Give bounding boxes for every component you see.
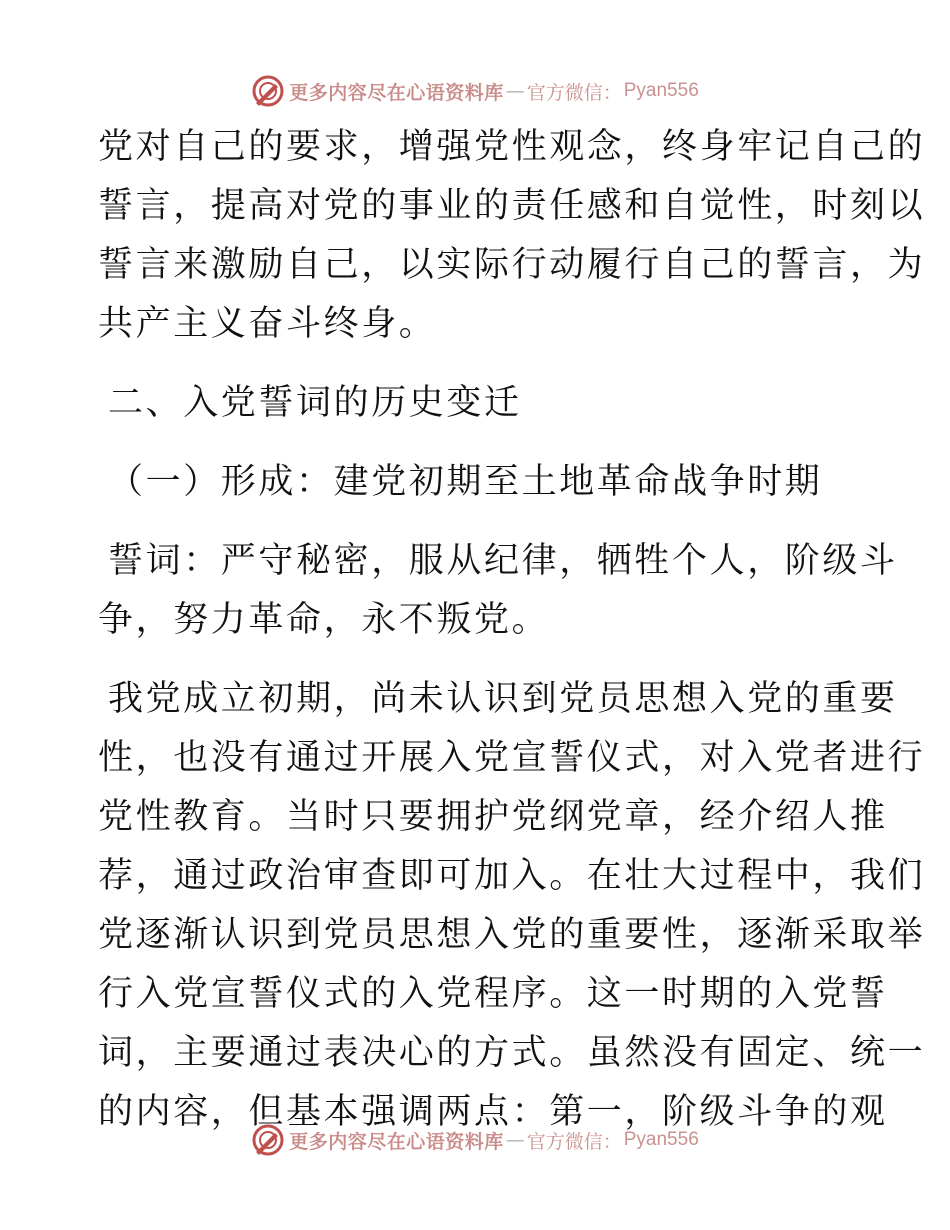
text-line: 誓言来激励自己，以实际行动履行自己的誓言，为 xyxy=(98,245,926,285)
text-line: 荐，通过政治审查即可加入。在壮大过程中，我们 xyxy=(98,856,926,896)
paragraph-2 xyxy=(98,532,898,650)
text-line: 争，努力革命，永不叛党。 xyxy=(98,600,550,640)
pen-logo-icon xyxy=(251,1123,285,1157)
text-line: 誓词：严守秘密，服从纪律，牺牲个人，阶级斗 xyxy=(108,541,898,581)
banner-dash: — xyxy=(505,80,525,102)
text-line: 性，也没有通过开展入党宣誓仪式，对入党者进行 xyxy=(98,738,926,778)
text-line: 党逐渐认识到党员思想入党的重要性，逐渐采取举 xyxy=(98,915,926,955)
section-heading: 二、入党誓词的历史变迁 xyxy=(108,383,522,423)
pen-logo-icon xyxy=(251,74,285,108)
footer-banner xyxy=(0,1120,950,1160)
header-banner xyxy=(0,71,950,111)
text-line: 党性教育。当时只要拥护党纲党章，经介绍人推 xyxy=(98,797,888,837)
banner-subtitle: 官方微信： xyxy=(526,81,622,104)
banner-title: 更多内容尽在心语资料库 xyxy=(289,1130,504,1153)
banner-wechat-id: Pyan556 xyxy=(623,80,699,101)
banner-dash: — xyxy=(505,1129,525,1151)
banner-wechat-id: Pyan556 xyxy=(623,1129,699,1150)
paragraph-3 xyxy=(98,670,926,1142)
text-line: 我党成立初期，尚未认识到党员思想入党的重要 xyxy=(108,679,898,719)
text-line: 词，主要通过表决心的方式。虽然没有固定、统一 xyxy=(98,1033,926,1073)
text-line: 誓言，提高对党的事业的责任感和自觉性，时刻以 xyxy=(98,186,926,226)
subsection-heading: （一）形成：建党初期至土地革命战争时期 xyxy=(108,462,823,502)
banner-title: 更多内容尽在心语资料库 xyxy=(289,81,504,104)
text-line: 党对自己的要求，增强党性观念，终身牢记自己的 xyxy=(98,127,926,167)
text-line: 行入党宣誓仪式的入党程序。这一时期的入党誓 xyxy=(98,974,888,1014)
banner-subtitle: 官方微信： xyxy=(526,1130,622,1153)
text-line: 的内容，但基本强调两点：第一，阶级斗争的观 xyxy=(98,1092,888,1132)
paragraph-1 xyxy=(98,118,926,354)
document-body xyxy=(98,118,926,1142)
text-line: 共产主义奋斗终身。 xyxy=(98,304,437,344)
